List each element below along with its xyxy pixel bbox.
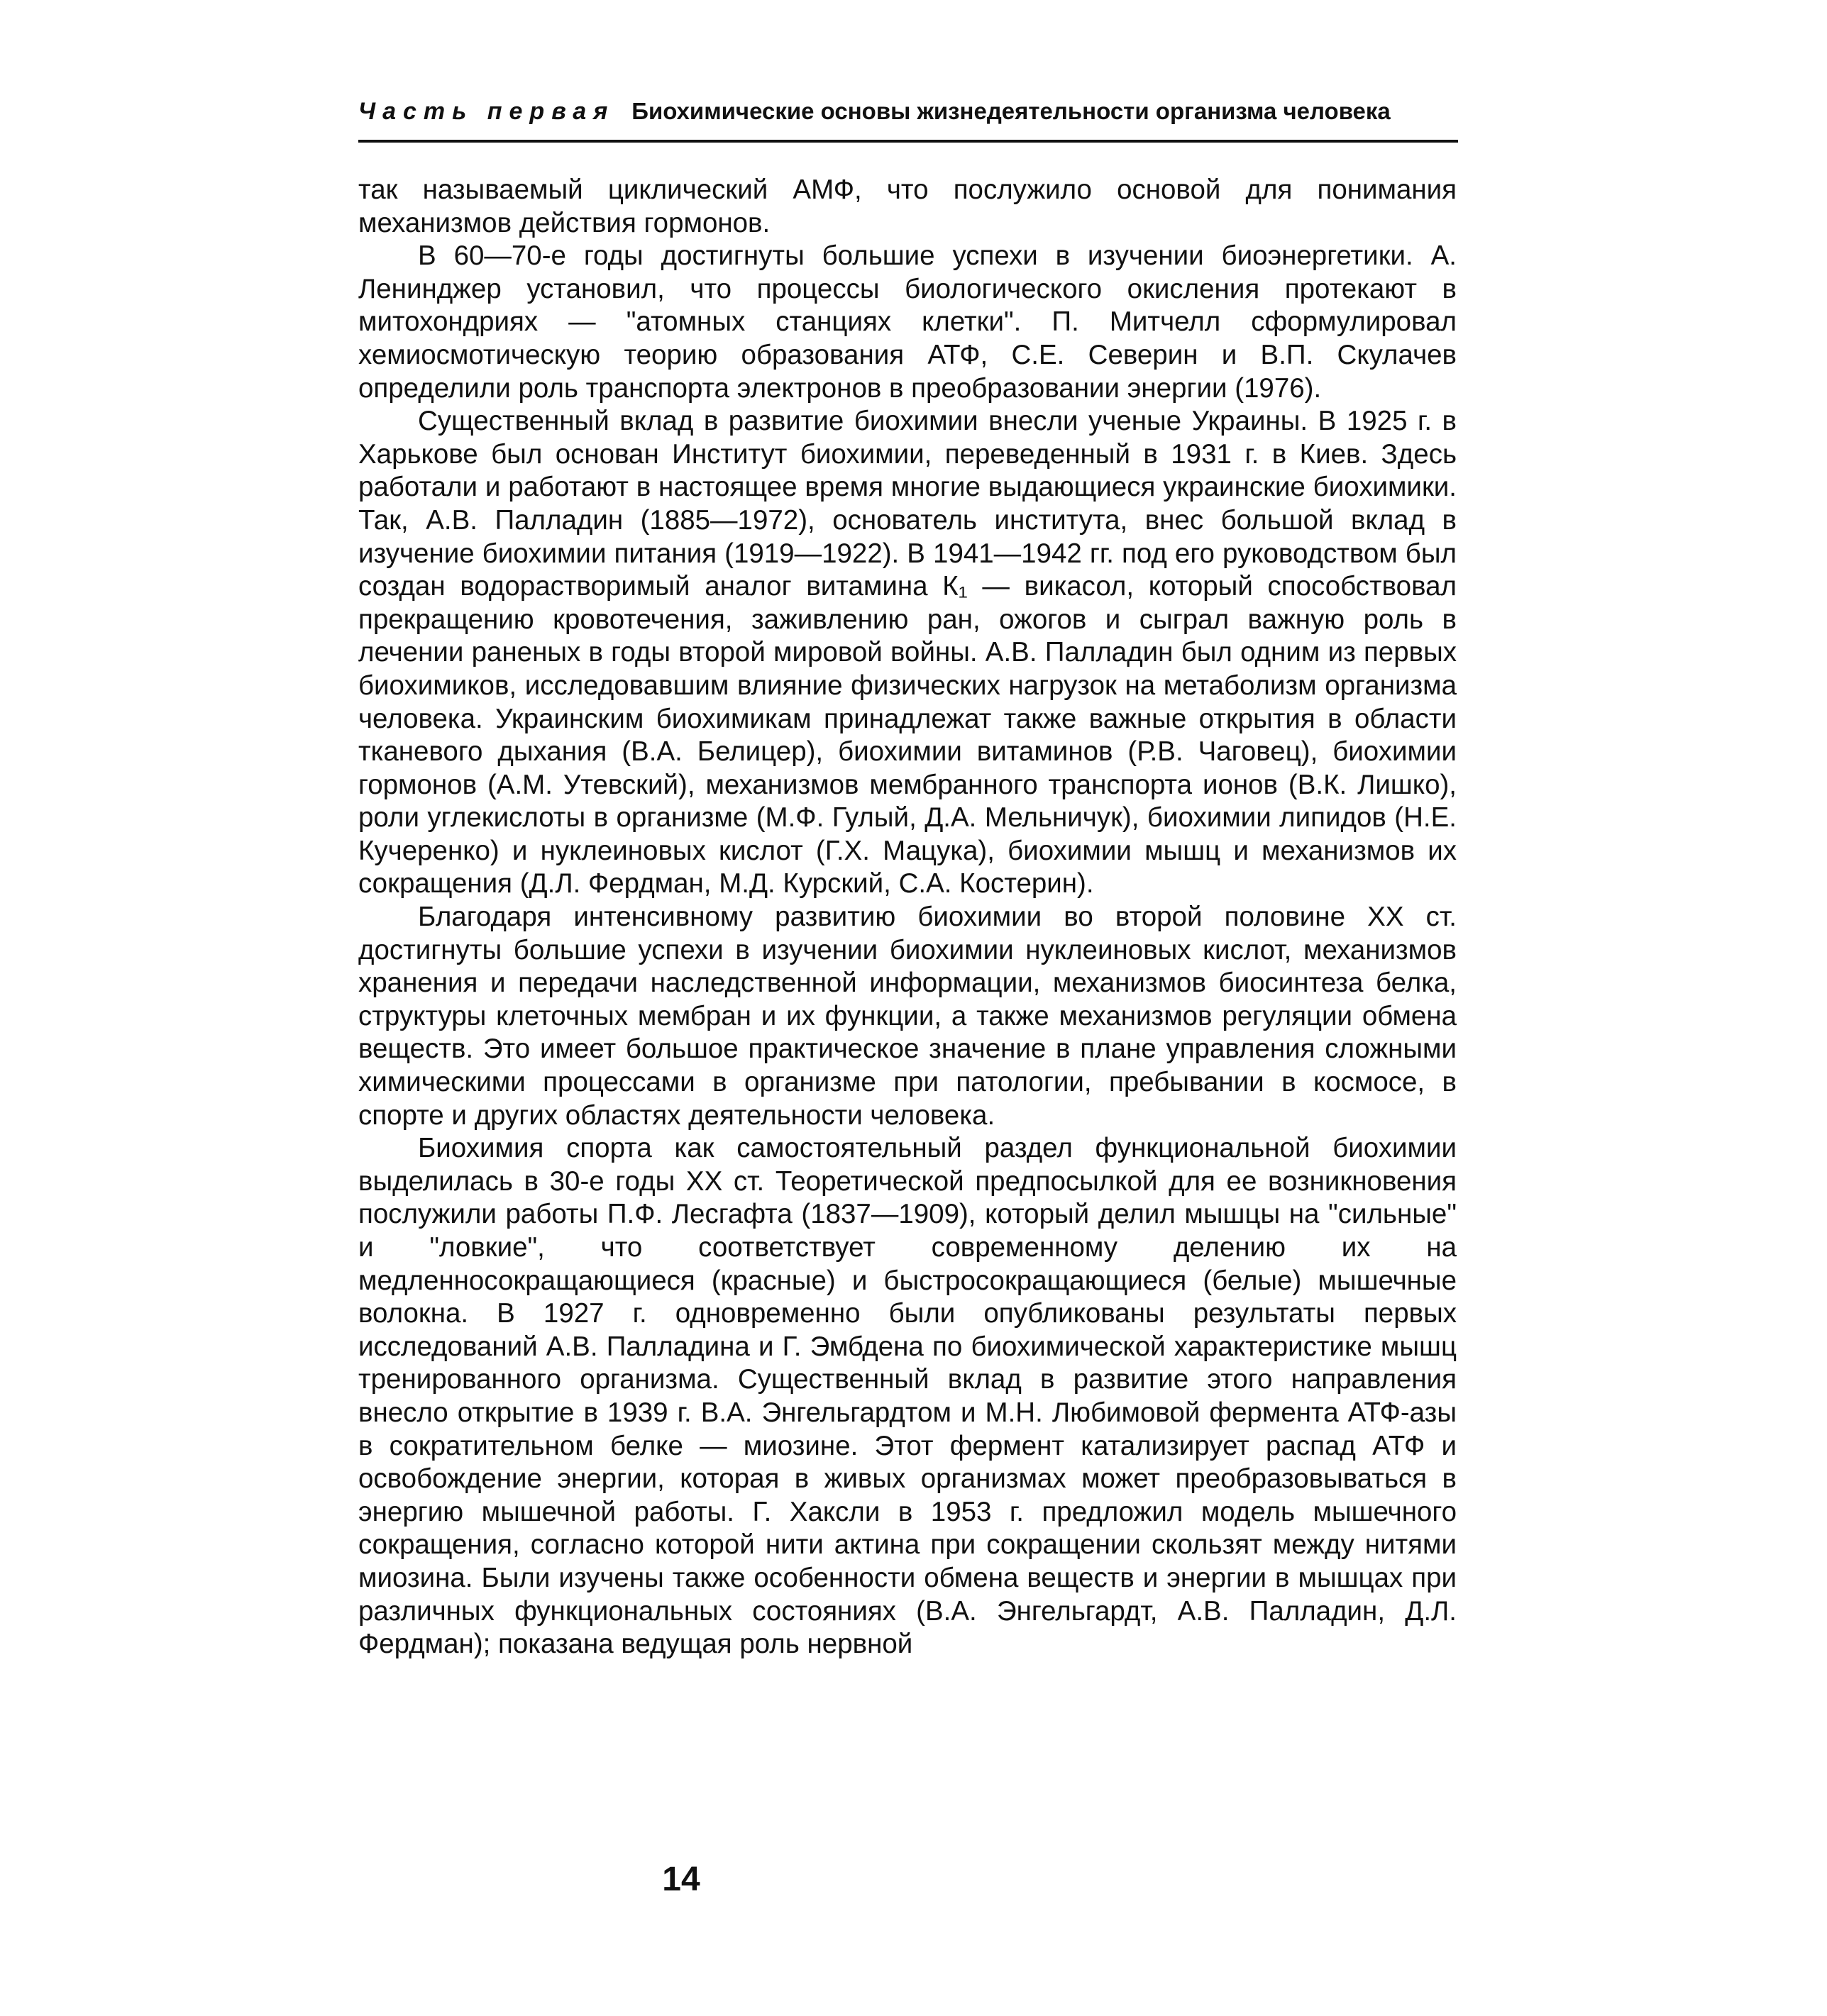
running-head-title: Биохимические основы жизнедеятельности организма человека: [631, 98, 1391, 124]
body-text: [358, 174, 1457, 1661]
paragraph-sport-biochemistry: Биохимия спорта как самостоятельный раздел функциональной биохимии выделилась в 30-е годы XX ст. Теоретической предпосылкой для ее возникновения послужили работы П.Ф. Лесгафта (1837—1909), который делил мышцы на "сильные" и "ловкие", что соответствует современному делению их на медленносокращающиеся (красные) и быстросокращающиеся (белые) мышечные волокна. В 1927 г. одновременно были опубликованы результаты первых исследований А.В. Палладина и Г. Эмбдена по биохимической характеристике мышц тренированного организма. Существенный вклад в развитие этого направления внесло открытие в 1939 г. В.А. Энгельгардтом и М.Н. Любимовой фермента АТФ-азы в сократительном белке — миозине. Этот фермент катализирует распад АТФ и освобождение энергии, которая в живых организмах может преобразовываться в энергию мышечной работы. Г. Хаксли в 1953 г. предложил модель мышечного сокращения, согласно которой нити актина при сокращении скользят между нитями миозина. Были изучены также особенности обмена веществ и энергии в мышцах при различных функциональных состояниях (В.А. Энгельгардт, А.В. Палладин, Д.Л. Фердман); показана ведущая роль нервной: [358, 1133, 1457, 1660]
running-head-part: Часть первая: [358, 98, 615, 125]
running-head: [358, 98, 1458, 140]
paragraph-bioenergetics: В 60—70-е годы достигнуты большие успехи в изучении биоэнергетики. А. Ленинджер установил, что процессы биологического окисления протекают в митохондриях — "атомных станциях клетки". П. Митчелл сформулировал хемиосмотическую теорию образования АТФ, С.Е. Северин и В.П. Скулачев определили роль транспорта электронов в преобразовании энергии (1976).: [358, 240, 1457, 404]
paragraph-second-half-xx: Благодаря интенсивному развитию биохимии во второй половине XX ст. достигнуты большие успехи в изучении биохимии нуклеиновых кислот, механизмов хранения и передачи наследственной информации, механизмов биосинтеза белка, структуры клеточных мембран и их функции, а также механизмов регуляции обмена веществ. Это имеет большое практическое значение в плане управления сложными химическими процессами в организме при патологии, пребывании в космосе, в спорте и других областях деятельности человека.: [358, 902, 1457, 1131]
page-number: 14: [662, 1861, 700, 1898]
header-rule: [358, 140, 1458, 143]
paragraph-continuation: так называемый циклический АМФ, что послужило основой для понимания механизмов действия гормонов.: [358, 175, 1457, 238]
paragraph-ukraine-biochemists: Существенный вклад в развитие биохимии внесли ученые Украины. В 1925 г. в Харькове был основан Институт биохимии, переведенный в 1931 г. в Киев. Здесь работали и работают в настоящее время многие выдающиеся украинские биохимики. Так, А.В. Палладин (1885—1972), основатель института, внес большой вклад в изучение биохимии питания (1919—1922). В 1941—1942 гг. под его руководством был создан водорастворимый аналог витамина К₁ — викасол, который способствовал прекращению кровотечения, заживлению ран, ожогов и сыграл важную роль в лечении раненых в годы второй мировой войны. А.В. Палладин был одним из первых биохимиков, исследовавшим влияние физических нагрузок на метаболизм организма человека. Украинским биохимикам принадлежат также важные открытия в области тканевого дыхания (В.А. Белицер), биохимии витаминов (Р.В. Чаговец), биохимии гормонов (А.М. Утевский), механизмов мембранного транспорта ионов (В.К. Лишко), роли углекислоты в организме (М.Ф. Гулый, Д.А. Мельничук), биохимии липидов (Н.Е. Кучеренко) и нуклеиновых кислот (Г.Х. Мацука), биохимии мышц и механизмов их сокращения (Д.Л. Фердман, М.Д. Курский, С.А. Костерин).: [358, 406, 1457, 899]
